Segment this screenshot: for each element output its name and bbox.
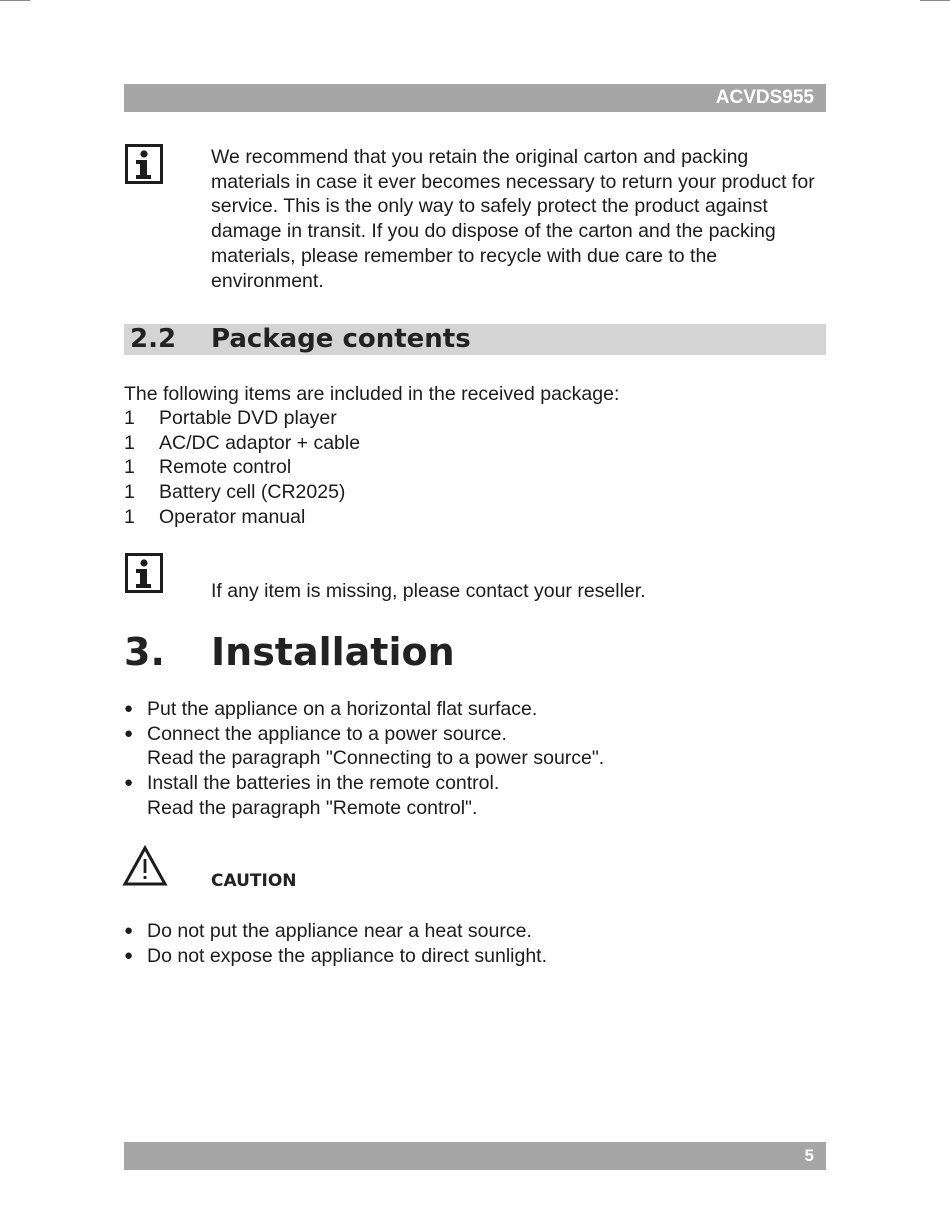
header-bar bbox=[124, 84, 826, 112]
crop-mark-left bbox=[0, 0, 30, 1]
installation-steps bbox=[124, 697, 604, 821]
chapter-number: 3. bbox=[124, 630, 165, 674]
info-icon bbox=[125, 553, 163, 593]
warning-triangle-icon bbox=[122, 845, 168, 887]
missing-item-note: If any item is missing, please contact your reseller. bbox=[211, 580, 646, 602]
list-item: ● Put the appliance on a horizontal flat surface. bbox=[124, 697, 604, 722]
chapter-title: Installation bbox=[211, 630, 455, 674]
caution-list bbox=[124, 919, 547, 968]
section-heading-package-contents bbox=[124, 324, 826, 355]
info-icon bbox=[125, 144, 163, 184]
list-item: ● Install the batteries in the remote control. Read the paragraph "Remote control". bbox=[124, 771, 604, 820]
crop-mark-right bbox=[920, 0, 950, 1]
list-item: ● Connect the appliance to a power source. Read the paragraph "Connecting to a power source". bbox=[124, 722, 604, 771]
list-item: 1 AC/DC adaptor + cable bbox=[124, 431, 361, 454]
package-list bbox=[124, 406, 360, 530]
section-number: 2.2 bbox=[130, 324, 177, 354]
list-item: 1 Operator manual bbox=[124, 505, 306, 528]
list-item: ● Do not expose the appliance to direct sunlight. bbox=[124, 944, 547, 969]
list-item: 1 Remote control bbox=[124, 456, 292, 479]
package-intro: The following items are included in the received package: bbox=[124, 383, 620, 405]
list-item: 1 Portable DVD player bbox=[124, 407, 337, 429]
page-number: 5 bbox=[804, 1146, 814, 1165]
footer-bar bbox=[124, 1142, 826, 1170]
list-item: 1 Battery cell (CR2025) bbox=[124, 481, 346, 504]
recommend-note: We recommend that you retain the original carton and packing materials in case it ever becomes necessary to return your product for service. This is the only way to safely protect the product against damage in transit. If you do dispose of the carton and the packing materials, please remember to recycle with due care to the environment. bbox=[211, 146, 815, 292]
section-title: Package contents bbox=[211, 324, 471, 354]
caution-label: CAUTION bbox=[211, 871, 297, 891]
model-number: ACVDS955 bbox=[715, 87, 814, 108]
list-item: ● Do not put the appliance near a heat source. bbox=[124, 919, 547, 944]
